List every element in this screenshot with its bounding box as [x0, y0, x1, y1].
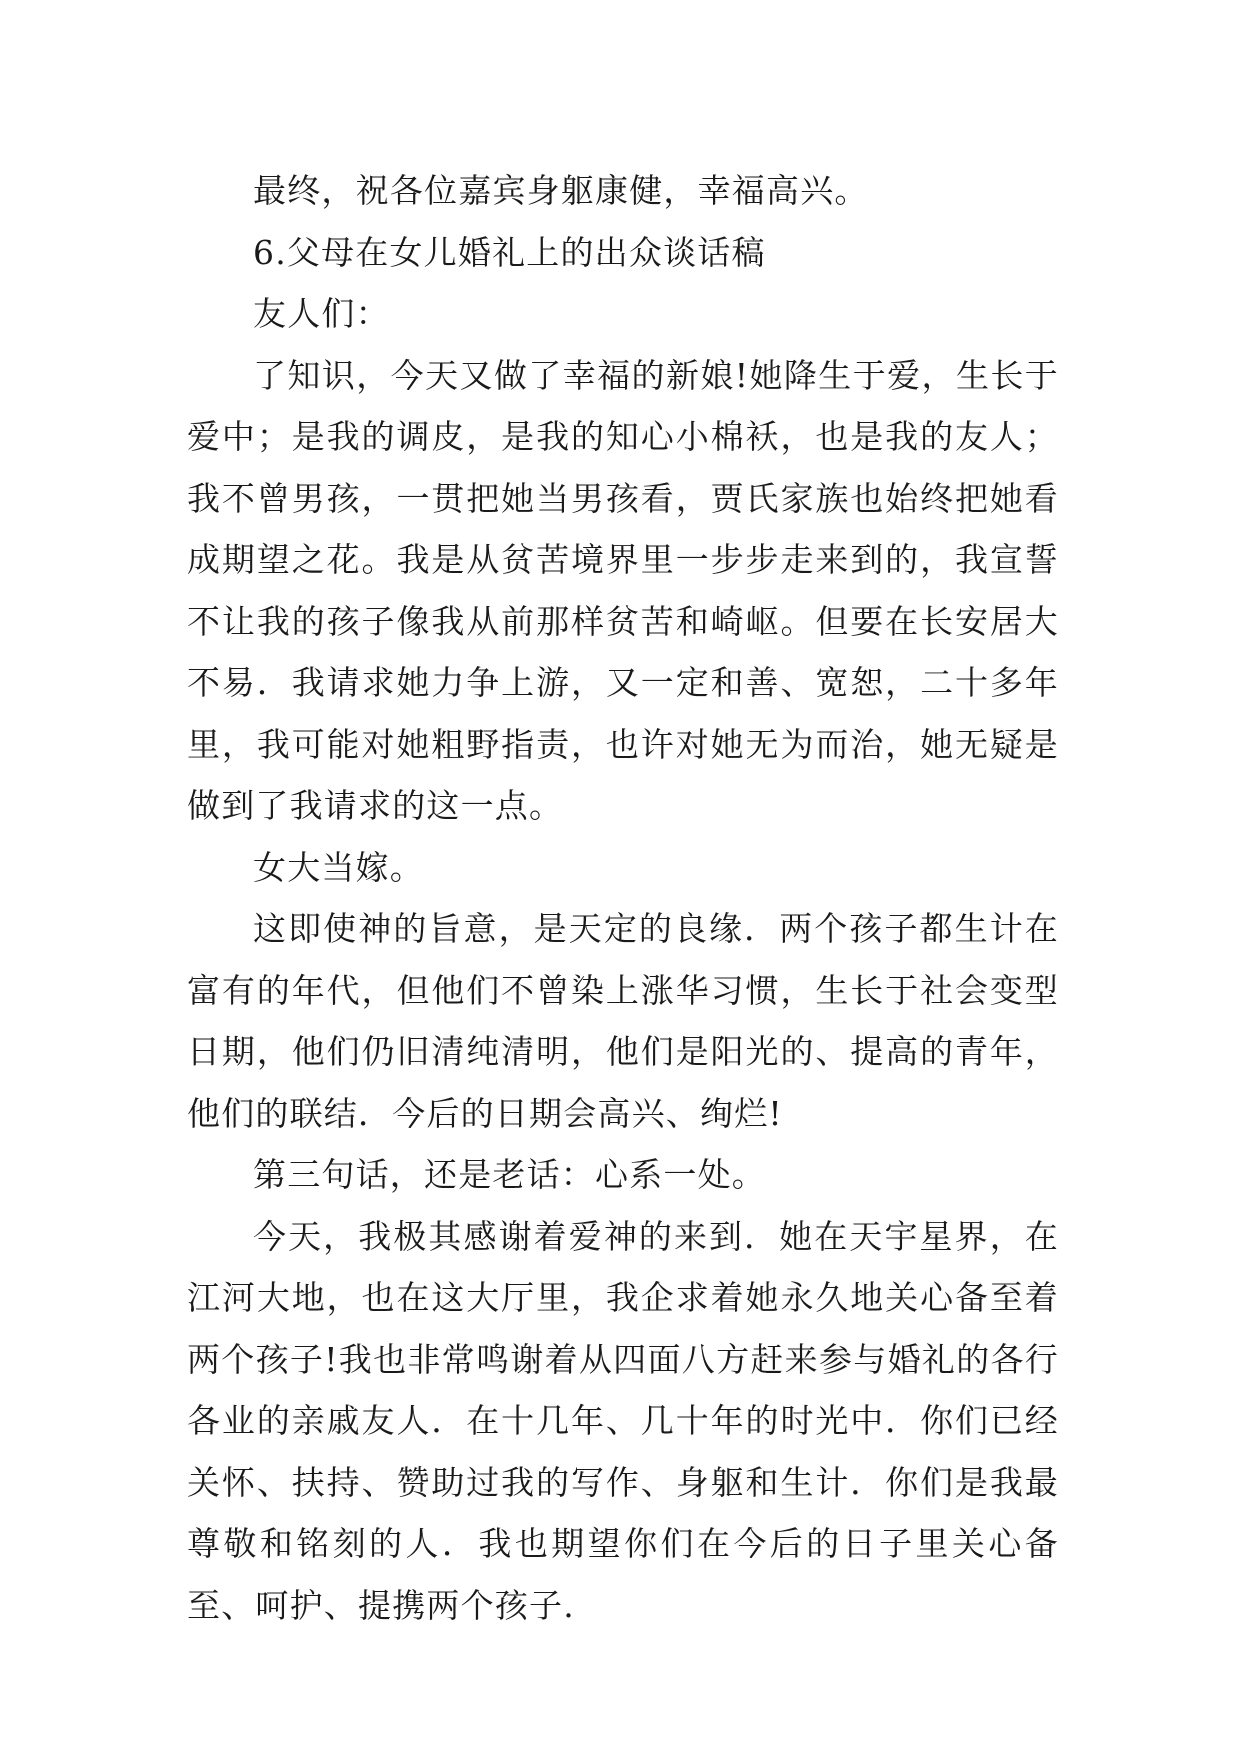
body-paragraph: 了知识，今天又做了幸福的新娘!她降生于爱，生长于爱中；是我的调皮，是我的知心小棉袄，也是我的友人；我不曾男孩，一贯把她当男孩看，贾氏家族也始终把她看成期望之花。我是从贫苦境界里一步步走来到的，我宣誓不让我的孩子像我从前那样贫苦和崎岖。但要在长安居大不易．我请求她力争上游，又一定和善、宽恕，二十多年里，我可能对她粗野指责，也许对她无为而治，她无疑是做到了我请求的这一点。 — [187, 355, 1059, 825]
document-body — [187, 160, 1059, 1636]
body-paragraph: 这即使神的旨意，是天定的良缘．两个孩子都生计在富有的年代，但他们不曾染上涨华习惯，生长于社会变型日期，他们仍旧清纯清明，他们是阳光的、提高的青年，他们的联结．今后的日期会高兴、绚烂! — [187, 909, 1059, 1133]
body-paragraph: 第三句话，还是老话：心系一处。 — [253, 1155, 766, 1194]
section-heading: 6.父母在女儿婚礼上的出众谈话稿 — [253, 232, 766, 272]
body-paragraph: 女大当嫁。 — [253, 847, 424, 887]
closing-wish-paragraph: 最终，祝各位嘉宾身躯康健，幸福高兴。 — [253, 171, 869, 210]
salutation-paragraph: 友人们： — [253, 294, 390, 333]
body-paragraph: 今天，我极其感谢着爱神的来到．她在天宇星界，在江河大地，也在这大厅里，我企求着她永久地关心备至着两个孩子!我也非常鸣谢着从四面八方赶来参与婚礼的各行各业的亲戚友人．在十几年、几十年的时光中．你们已经关怀、扶持、赞助过我的写作、身躯和生计．你们是我最尊敬和铭刻的人．我也期望你们在今后的日子里关心备至、呵护、提携两个孩子. — [187, 1216, 1059, 1625]
